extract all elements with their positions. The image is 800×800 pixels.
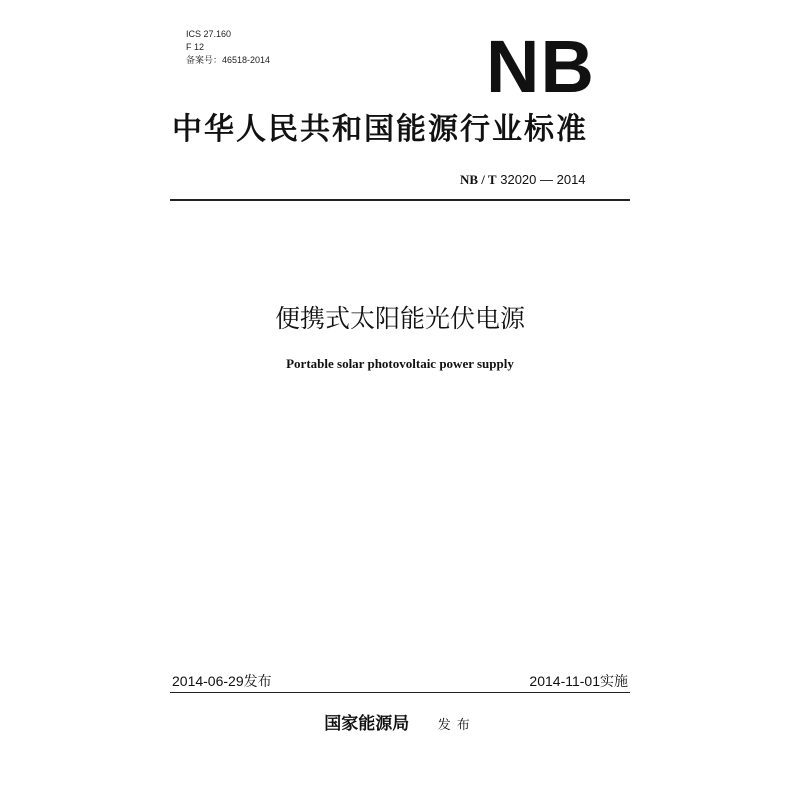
ccs-code: F 12 [186,42,205,52]
standard-category-title: 中华人民共和国能源行业标准 [172,112,588,147]
issue-date: 2014-06-29发布 [172,673,272,689]
bottom-divider [170,692,630,693]
effective-date: 2014-11-01实施 [529,673,628,689]
record-number: 备案号：46518-2014 [186,55,271,65]
classification-block [186,28,270,67]
issue-action: 发布 [437,718,476,733]
standard-code-prefix: NB / T [460,172,497,187]
document-title-english: Portable solar photovoltaic power supply [286,356,514,371]
ics-code: ICS 27.160 [186,29,232,39]
issuing-organization: 国家能源局 [324,714,410,734]
nb-logo: NB [486,25,595,108]
document-title-chinese: 便携式太阳能光伏电源 [274,304,525,333]
issuer-line [0,713,800,737]
top-divider [170,199,630,201]
standard-code-number: 32020 — 2014 [500,172,586,187]
standard-code [460,172,586,188]
